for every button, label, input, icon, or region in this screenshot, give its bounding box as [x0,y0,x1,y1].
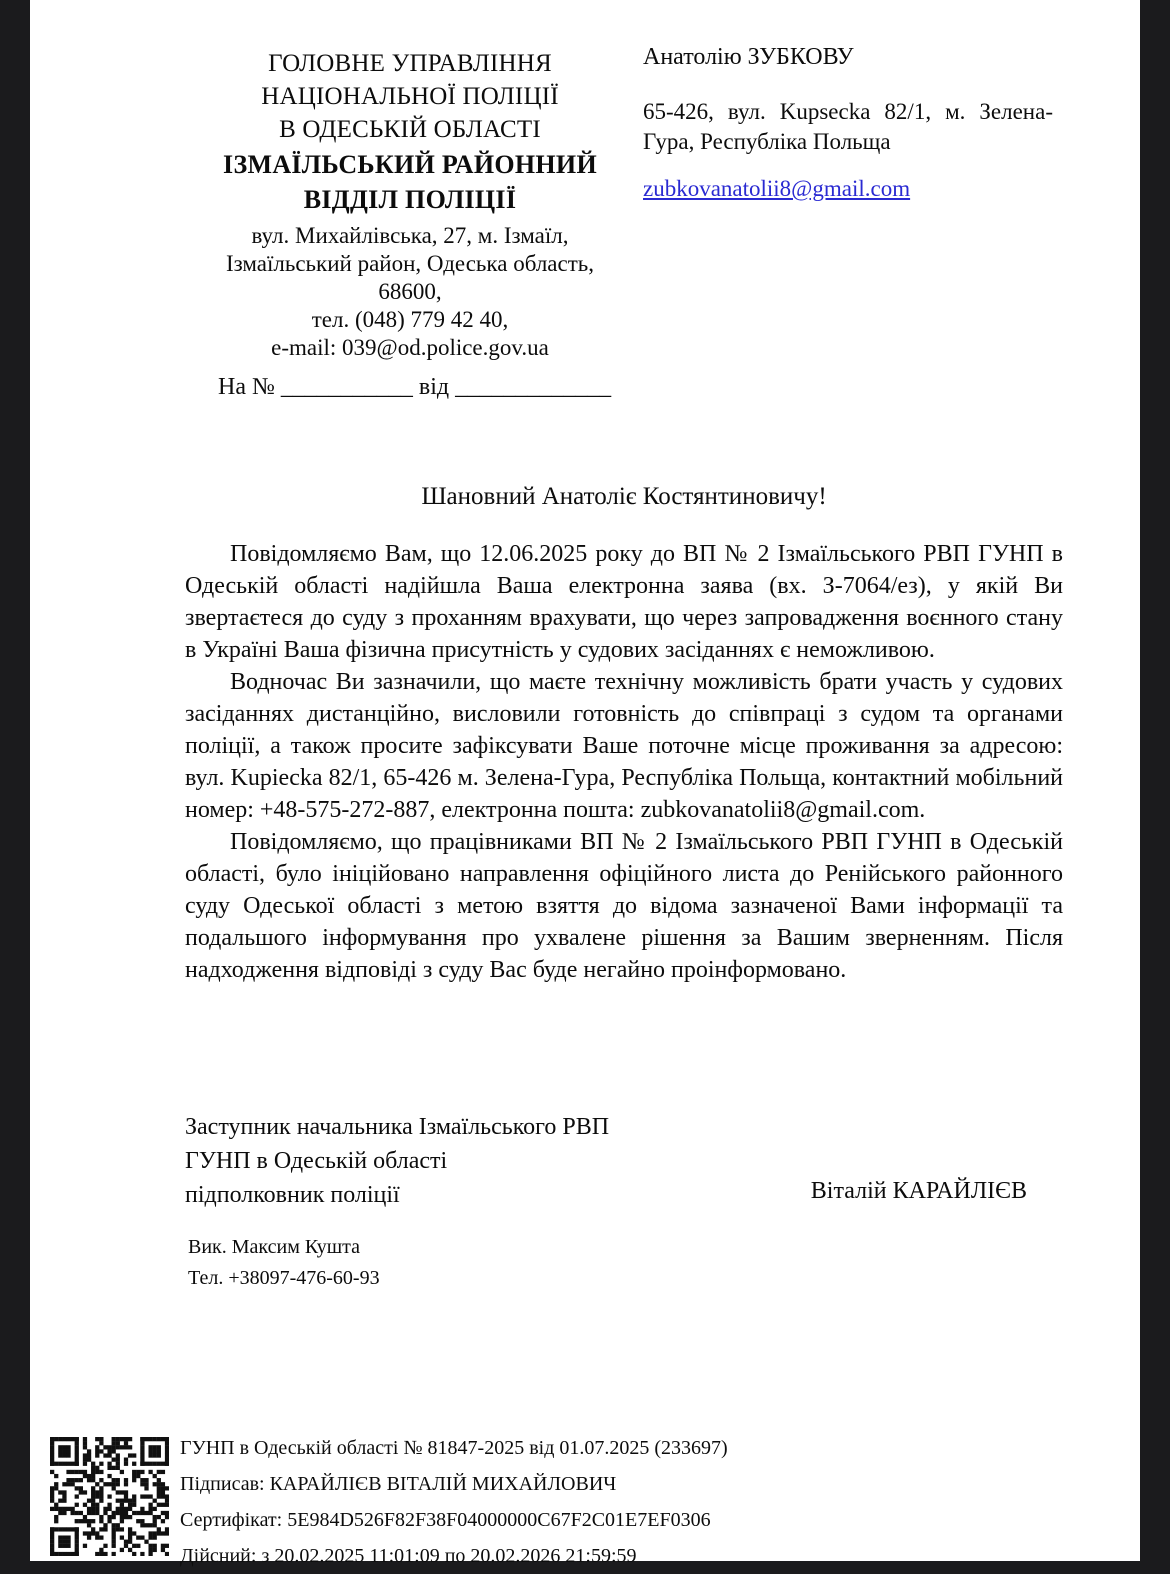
sender-org-name [180,47,640,146]
sender-dept-line: ІЗМАЇЛЬСЬКИЙ РАЙОННИЙ [223,150,597,179]
signer-position-line: Заступник начальника Ізмаїльського РВП [185,1114,610,1140]
sender-org-line: НАЦІОНАЛЬНОЇ ПОЛІЦІЇ [261,83,559,110]
qr-code [50,1437,169,1556]
signer-name: Віталій КАРАЙЛІЄВ [810,1178,1027,1204]
sender-dept-line: ВІДДІЛ ПОЛІЦІЇ [303,185,517,214]
sender-address-line: тел. (048) 779 42 40, [311,307,509,332]
sender-address-line: Ізмаїльський район, Одеська область, [225,251,595,276]
recipient-address-line: Гура, Республіка Польща [643,129,891,154]
signature-stamp [180,1430,1080,1574]
signer-position-line: підполковник поліції [185,1182,400,1208]
signer-position-line: ГУНП в Одеській області [185,1148,448,1174]
body-paragraph: Повідомляємо Вам, що 12.06.2025 року до ВП № 2 Ізмаїльського РВП ГУНП в Одеській області надійшла Ваша електронна заява (вх. З-7064/ез), у якій Ви звертаєтеся до суду з проханням врахувати, що через запровадження воєнного стану в Україні Ваша фізична присутність у судових засіданнях є неможливою. [185,541,1063,663]
body-paragraph: Водночас Ви зазначили, що маєте технічну можливість брати участь у судових засіданнях дистанційно, висловили готовність до співпраці з судом та органами поліції, а також просите зафіксувати Ваше поточне місце проживання за адресою: вул. Kupiecka 82/1, 65-426 м. Зелена-Гура, Республіка Польща, контактний мобільний номер: +48-575-272-887, електронна пошта: zubkovanatolii8@gmail.com. [185,669,1063,823]
recipient-name: Анатолію ЗУБКОВУ [643,44,854,70]
sender-address-line: e-mail: 039@od.police.gov.ua [271,335,549,360]
sender-org-line: ГОЛОВНЕ УПРАВЛІННЯ [268,50,552,77]
letter-page [30,0,1140,1567]
sender-address [180,222,640,362]
body-paragraph: Повідомляємо, що працівниками ВП № 2 Ізмаїльського РВП ГУНП в Одеській області, було ініційовано направлення офіційного листа до Ренійського районного суду Одеської області з метою взяття до відома зазначеної Вами інформації та подальшого інформування про ухвалене рішення за Вашим зверненням. Після надходження відповіді з суду Вас буде негайно проінформовано. [185,829,1063,983]
stamp-certificate-line: Сертифікат: 5E984D526F82F38F04000000C67F2C01E7EF0306 [180,1509,711,1531]
recipient-address-line: 65-426, вул. Kupsecka 82/1, м. Зелена- [643,99,1053,124]
sender-address-line: вул. Михайлівська, 27, м. Ізмаїл, [251,223,569,248]
sender-org-line: В ОДЕСЬКІЙ ОБЛАСТІ [279,116,541,143]
stamp-validity-line: Дійсний: з 20.02.2025 11:01:09 по 20.02.2026 21:59:59 [180,1545,637,1567]
reference-number-line: На № ___________ від _____________ [218,374,612,400]
letter-body [185,538,1063,986]
executor-phone: Тел. +38097-476-60-93 [188,1267,380,1289]
recipient-email-link[interactable]: zubkovanatolii8@gmail.com [643,176,911,201]
executor-name: Вик. Максим Кушта [188,1236,360,1258]
sender-address-line: 68600, [378,279,442,304]
salutation: Шановний Анатоліє Костянтиновичу! [421,483,827,510]
executor-info [188,1232,380,1294]
stamp-registration-line: ГУНП в Одеській області № 81847-2025 від 01.07.2025 (233697) [180,1437,728,1459]
stamp-signed-by-line: Підписав: КАРАЙЛІЄВ ВІТАЛІЙ МИХАЙЛОВИЧ [180,1473,617,1495]
recipient-address [643,97,1053,157]
sender-department-name [180,147,640,217]
recipient-email-link-wrap [643,176,910,202]
